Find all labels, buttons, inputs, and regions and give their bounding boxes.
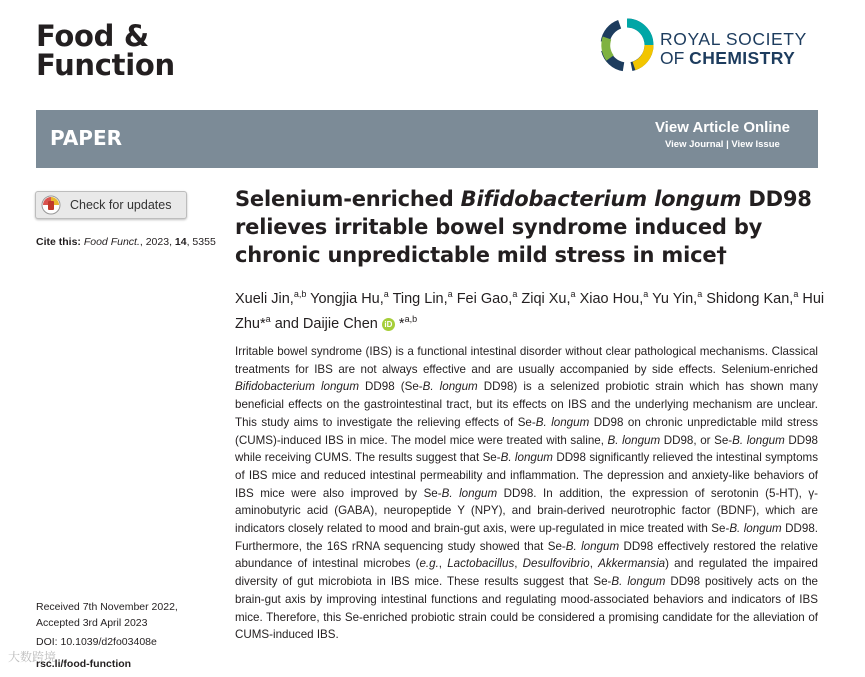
author: Shidong Kan,$^a$ bbox=[706, 289, 799, 307]
abstract: Irritable bowel syndrome (IBS) is a functional intestinal disorder without clear pathological mechanisms. Classical treatments for IBS are not always effective and are usually accompanied by side effects. Selenium-enriched Bifidobacterium longum DD98 (Se-B. longum DD98) is a selenized probiotic strain which has shown many beneficial effects on the gastrointestinal tract, but its effects on IBS and the underlying mechanism are unclear. This study aims to investigate the relieving effects of Se-B. longum DD98 on chronic unpredictable mild stress (CUMS)-induced IBS in mice. The model mice were treated with saline, B. longum DD98, or Se-B. longum DD98 while receiving CUMS. The results suggest that Se-B. longum DD98 significantly relieved the intestinal symptoms of IBS mice and reduced intestinal permeability and inflammation. The depression and anxiety-like behaviors of IBS mice were also improved by Se-B. longum DD98. In addition, the expression of serotonin (5-HT), γ-aminobutyric acid (GABA), neuropeptide Y (NPY), and brain-derived neurotrophic factor (BDNF), which are indicators closely related to mood and brain-gut axis, were up-regulated in mice treated with Se-B. longum DD98. Furthermore, the 16S rRNA sequencing study showed that Se-B. longum DD98 effectively restored the relative abundance of intestinal microbes (e.g., Lactobacillus, Desulfovibrio, Akkermansia) and regulated the impaired diversity of gut microbiota in IBS mice. These results suggest that Se-B. longum DD98 positively acts on the brain-gut axis by improving intestinal functions and regulating mood-associated behaviors and indicators of IBS mice. Therefore, this Se-enriched probiotic strain could be considered a promising candidate for the alleviation of CUMS-induced IBS. bbox=[235, 345, 819, 642]
author: Ziqi Xu,$^a$ bbox=[521, 289, 576, 307]
received-date: Received 7th November 2022, bbox=[36, 601, 178, 613]
rsc-logo[interactable] bbox=[598, 16, 828, 86]
author-list bbox=[235, 284, 825, 334]
rsc-wordmark bbox=[660, 30, 807, 68]
journal-link[interactable]: rsc.li/food-function bbox=[36, 658, 132, 670]
cite-page: , 5355 bbox=[186, 236, 216, 248]
author: Yu Yin,$^a$ bbox=[652, 289, 703, 307]
cite-prefix: Cite this: bbox=[36, 236, 84, 248]
title-part1: Selenium-enriched bbox=[235, 187, 461, 211]
check-for-updates-label: Check for updates bbox=[70, 198, 172, 212]
banner-separator: | bbox=[723, 139, 732, 150]
view-article-online-link[interactable]: View Article Online bbox=[654, 119, 790, 136]
author: Hui Zhu*$^a$ bbox=[235, 290, 825, 332]
author: and Daijie Chen bbox=[274, 315, 378, 332]
article-history bbox=[36, 600, 178, 651]
rsc-chemistry: CHEMISTRY bbox=[689, 48, 796, 68]
author: Ting Lin,$^a$ bbox=[392, 289, 453, 307]
cite-year: , 2023, bbox=[139, 236, 175, 248]
doi[interactable]: DOI: 10.1039/d2fo03408e bbox=[36, 636, 157, 648]
check-updates-icon bbox=[41, 195, 61, 215]
title-species: Bifidobacterium longum bbox=[460, 187, 742, 211]
author: Yongjia Hu,$^a$ bbox=[310, 289, 389, 307]
journal-title-line2: Function bbox=[36, 48, 175, 82]
article-type-label: PAPER bbox=[50, 126, 123, 150]
view-journal-link[interactable]: View Journal bbox=[665, 139, 724, 150]
cite-volume: 14 bbox=[174, 236, 187, 248]
rsc-ring-icon bbox=[598, 16, 656, 74]
rsc-of: OF bbox=[660, 48, 690, 68]
author: Fei Gao,$^a$ bbox=[456, 289, 518, 307]
journal-title-line1: Food & bbox=[36, 19, 149, 53]
author: Xiao Hou,$^a$ bbox=[579, 289, 649, 307]
author: Xueli Jin,$^{a,b}$ bbox=[235, 289, 307, 307]
corresponding-mark: * bbox=[394, 315, 405, 332]
check-for-updates-button[interactable] bbox=[35, 191, 187, 219]
view-issue-link[interactable]: View Issue bbox=[731, 139, 780, 150]
orcid-icon[interactable]: iD bbox=[382, 318, 395, 331]
title-part2: DD98 relieves irritable bowel syndrome induced by chronic unpredictable mild stress in mice† bbox=[235, 187, 812, 267]
accepted-date: Accepted 3rd April 2023 bbox=[36, 616, 148, 629]
author-last-aff: a,b bbox=[404, 313, 418, 324]
paper-banner bbox=[36, 110, 818, 168]
watermark: 大数跨境 bbox=[8, 650, 57, 664]
citation bbox=[36, 236, 216, 248]
article-title bbox=[235, 185, 835, 269]
cite-journal: Food Funct. bbox=[83, 236, 140, 248]
banner-links bbox=[665, 139, 780, 150]
journal-title bbox=[36, 19, 175, 82]
rsc-line1: ROYAL SOCIETY bbox=[660, 29, 807, 49]
rsc-line2 bbox=[660, 49, 807, 68]
